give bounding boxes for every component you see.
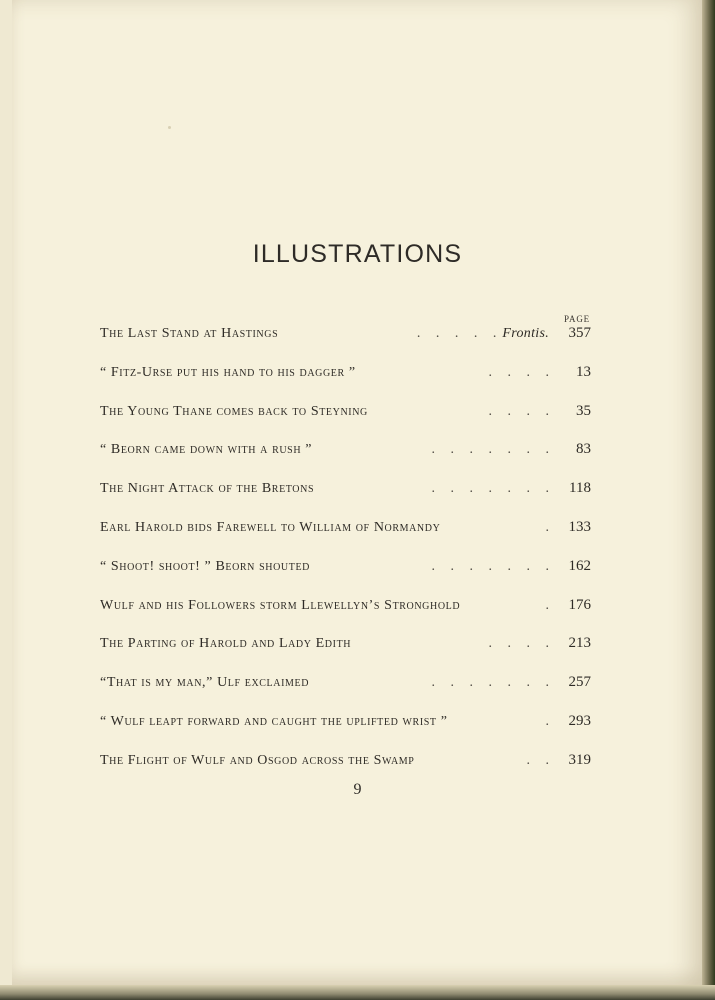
illustration-page-number: 118 <box>569 480 591 497</box>
list-item <box>100 325 591 364</box>
dot-leader: . . . . <box>488 403 555 419</box>
illustrations-list <box>100 325 591 791</box>
page-column-label: PAGE <box>564 314 590 324</box>
list-item <box>100 713 591 752</box>
list-item <box>100 674 591 713</box>
dot-leader: . <box>545 713 555 729</box>
list-item <box>100 480 591 519</box>
dot-leader: . <box>545 519 555 535</box>
illustration-page-number: 176 <box>568 596 591 613</box>
illustration-page-number: 35 <box>576 402 591 419</box>
illustration-title: The Last Stand at Hastings <box>100 326 279 341</box>
list-item <box>100 558 591 597</box>
paper-speck <box>168 126 171 129</box>
illustration-page-number: 83 <box>576 441 591 458</box>
dot-leader: . <box>545 597 555 613</box>
illustration-page-number: 213 <box>568 635 591 652</box>
dot-leader: . . . . . . . <box>431 675 555 691</box>
dot-leader: . . . . . . . <box>431 558 555 574</box>
illustration-title: “ Fitz-Urse put his hand to his dagger ” <box>100 364 356 380</box>
page-number: 9 <box>353 781 362 798</box>
illustration-page-number: 357 <box>568 325 591 341</box>
illustration-title: “That is my man,” Ulf exclaimed <box>100 675 310 691</box>
dot-leader: . . . . . . . <box>431 481 555 497</box>
list-item <box>100 364 591 403</box>
page-edge-right <box>702 0 715 1000</box>
list-item <box>100 597 591 636</box>
illustration-title: “ Wulf leapt forward and caught the uplifted wrist ” <box>100 713 448 729</box>
dot-leader: . . . . . . . <box>431 442 555 458</box>
dot-leader: . . . . <box>488 636 555 652</box>
illustration-title: Earl Harold bids Farewell to William of Normandy <box>100 519 441 535</box>
page-title: ILLUSTRATIONS <box>252 240 463 268</box>
illustration-page-number: 257 <box>568 674 591 691</box>
dot-leader: . . . . <box>488 364 555 380</box>
illustration-page-number: 162 <box>568 557 591 574</box>
illustration-note: Frontis. <box>502 326 549 341</box>
list-item <box>100 519 591 558</box>
illustration-page-number: 319 <box>568 751 591 768</box>
illustration-page-number: 293 <box>568 712 591 729</box>
illustration-title: The Young Thane comes back to Steyning <box>100 403 368 419</box>
dot-leader: . . . . . <box>416 326 503 341</box>
dot-leader: . . <box>526 752 555 768</box>
illustration-page-number: 133 <box>568 518 591 535</box>
illustration-page-number: 13 <box>576 363 591 380</box>
page-edge-bottom <box>0 985 715 1000</box>
list-item <box>100 441 591 480</box>
illustration-title: “ Shoot! shoot! ” Beorn shouted <box>100 558 310 574</box>
illustration-title: Wulf and his Followers storm Llewellyn’s Stronghold <box>100 597 461 613</box>
list-item <box>100 635 591 674</box>
illustration-title: “ Beorn came down with a rush ” <box>100 442 313 458</box>
illustration-title: The Parting of Harold and Lady Edith <box>100 636 352 652</box>
illustration-title: The Flight of Wulf and Osgod across the Swamp <box>100 752 415 768</box>
illustration-title: The Night Attack of the Bretons <box>100 481 315 497</box>
list-item <box>100 403 591 442</box>
